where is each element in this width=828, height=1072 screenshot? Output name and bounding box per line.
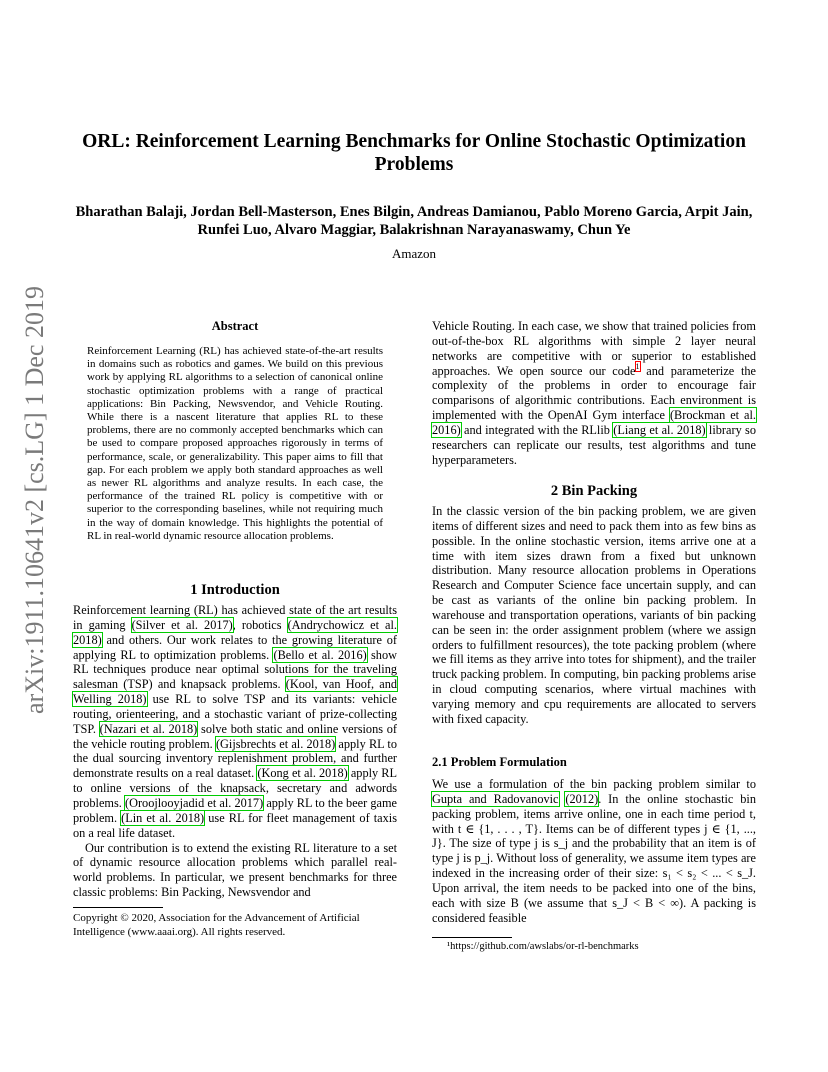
introduction-heading: 1 Introduction (190, 582, 280, 598)
citation-link[interactable]: (Andrychowicz et al. 2018) (73, 617, 397, 647)
introduction-continued: Vehicle Routing. In each case, we show that trained policies from out-of-the-box RL algorithms with simple 2 layer neural networks are competitive with or superior to established approaches. We open source our code$^1$ and parameterize the complexity of the problems in order to encourage fair comparisons of algorithmic contributions. Each environment is implemented with the OpenAI Gym interface (Brockman et al. 2016) and integrated with the RLlib (Liang et al. 2018) library so researchers can replicate our results, test algorithms and tune hyperparameters. (432, 319, 757, 467)
citation-link[interactable]: (2012) (565, 791, 599, 806)
paper-title: ORL: Reinforcement Learning Benchmarks for Online Stochastic Optimization Problems (82, 131, 746, 175)
citation-link[interactable]: (Brockman et al. 2016) (432, 408, 756, 437)
problem-formulation-heading: 2.1 Problem Formulation (432, 755, 567, 769)
affiliation: Amazon (391, 246, 437, 261)
citation-link[interactable]: (Bello et al. 2016) (273, 647, 367, 662)
citation-link[interactable]: (Kool, van Hoof, and Welling 2018) (73, 677, 397, 707)
bin-packing-body: In the classic version of the bin packing problem, we are given items of different sizes and need to pack them into as few bins as possible. In the online stochastic version, items arrive one at a time with item sizes drawn from a fixed but unknown distribution. Many resource allocation problems in Operations Research and Computer Science face uncertain supply, and can be cast as variants of the online bin packing problem. In warehouse and transportation operations, variants of bin packing can be seen in: the order assignment problem (where we assign orders to fulfillment resources), the tote packing problem (where we fill items as they arrive into totes for shipment), and the trailer truck packing problem. In computing, bin packing problems arise in cloud computing scenarios, where virtual machines with varying memory and cpu requirements are allocated to servers with fixed capacity. (432, 504, 756, 726)
citation-link[interactable]: (Silver et al. 2017) (131, 617, 233, 632)
footnote-rule (432, 937, 512, 938)
intro-paragraph-2: Our contribution is to extend the existing RL literature to a set of dynamic resource allocation problems which parallel real-world problems. In particular, we present benchmarks for three classic problems: Bin Packing, Newsvendor and (73, 840, 397, 900)
arxiv-identifier: arXiv:1911.10641v2 [cs.LG] 1 Dec 2019 (20, 286, 49, 714)
citation-link[interactable]: Gupta and Radovanovic (432, 791, 559, 806)
abstract-text: Reinforcement Learning (RL) has achieved state-of-the-art results in domains such as robotics and games. We build on this previous work by applying RL algorithms to a selection of canonical online stochastic optimization problems with a range of practical applications: Bin Packing, Newsvendor, and Vehicle Routing. While there is a nascent literature that applies RL to these problems, there are no commonly accepted benchmarks which can be used to compare proposed approaches rigorously in terms of performance, scale, or generalizability. This paper aims to fill that gap. For each problem we apply both standard approaches as well as newer RL algorithms and analyze results. In each case, the performance of the trained RL policy is competitive with or superior to the corresponding baselines, while not requiring much in the way of domain knowledge. This highlights the potential of RL in real-world dynamic resource allocation problems. (87, 345, 383, 542)
footnote-url[interactable]: ¹https://github.com/awslabs/or-rl-benchmarks (447, 941, 639, 952)
citation-link[interactable]: (Liang et al. 2018) (613, 422, 706, 437)
citation-link[interactable]: (Oroojlooyjadid et al. 2017) (124, 795, 264, 810)
footnote-marker[interactable]: 1 (635, 362, 640, 372)
author-list: Bharathan Balaji, Jordan Bell-Masterson, Enes Bilgin, Andreas Damianou, Pablo Moreno Garcia, Arpit Jain, Runfei Luo, Alvaro Maggiar, Balakrishnan Narayanaswamy, Chun Ye (75, 204, 753, 238)
abstract-heading: Abstract (211, 319, 259, 333)
copyright-notice: Copyright © 2020, Association for the Advancement of Artificial Intelligence (www.aaai.org). All rights reserved. (73, 912, 360, 938)
citation-link[interactable]: (Lin et al. 2018) (121, 810, 205, 825)
introduction-body (73, 603, 397, 900)
citation-link[interactable]: (Kong et al. 2018) (257, 766, 348, 781)
intro-paragraph-1: Reinforcement learning (RL) has achieved state of the art results in gaming (Silver et al. 2017), robotics (Andrychowicz et al. 2018) and others. Our work relates to the growing literature of applying RL to optimization problems. (Bello et al. 2016) show RL techniques produce near optimal solutions for the traveling salesman (TSP) and knapsack problems. (Kool, van Hoof, and Welling 2018) use RL to solve TSP and its variants: vehicle routing, orienteering, and a stochastic variant of prize-collecting TSP. (Nazari et al. 2018) solve both static and online versions of the vehicle routing problem. (Gijsbrechts et al. 2018) apply RL to the dual sourcing inventory replenishment problem, and further demonstrate results on a real dataset. (Kong et al. 2018) apply RL to online versions of the knapsack, secretary and adwords problems. (Oroojlooyjadid et al. 2017) apply RL to the beer game problem. (Lin et al. 2018) use RL for fleet management of taxis on a real life dataset. (73, 603, 398, 840)
citation-link[interactable]: (Gijsbrechts et al. 2018) (215, 736, 336, 751)
footnote-rule (73, 907, 163, 908)
bin-packing-heading: 2 Bin Packing (550, 483, 638, 499)
citation-link[interactable]: (Nazari et al. 2018) (99, 721, 198, 736)
problem-formulation-body: We use a formulation of the bin packing problem similar to Gupta and Radovanovic (2012). In the online stochastic bin packing problem, items arrive online, one in each time period t, with t ∈ {1, . . . , T}. Items can be of different types j ∈ {1, ..., J}. The size of type j is s_j and the probability that an item is of type j is p_j. Without loss of generality, we assume item types are indexed in the increasing order of their size: s₁ < s₂ < ... < s_J. Upon arrival, the item needs to be packed into one of the bins, each with size B (we assume that s_J < B < ∞). A packing is considered feasible (432, 777, 756, 925)
